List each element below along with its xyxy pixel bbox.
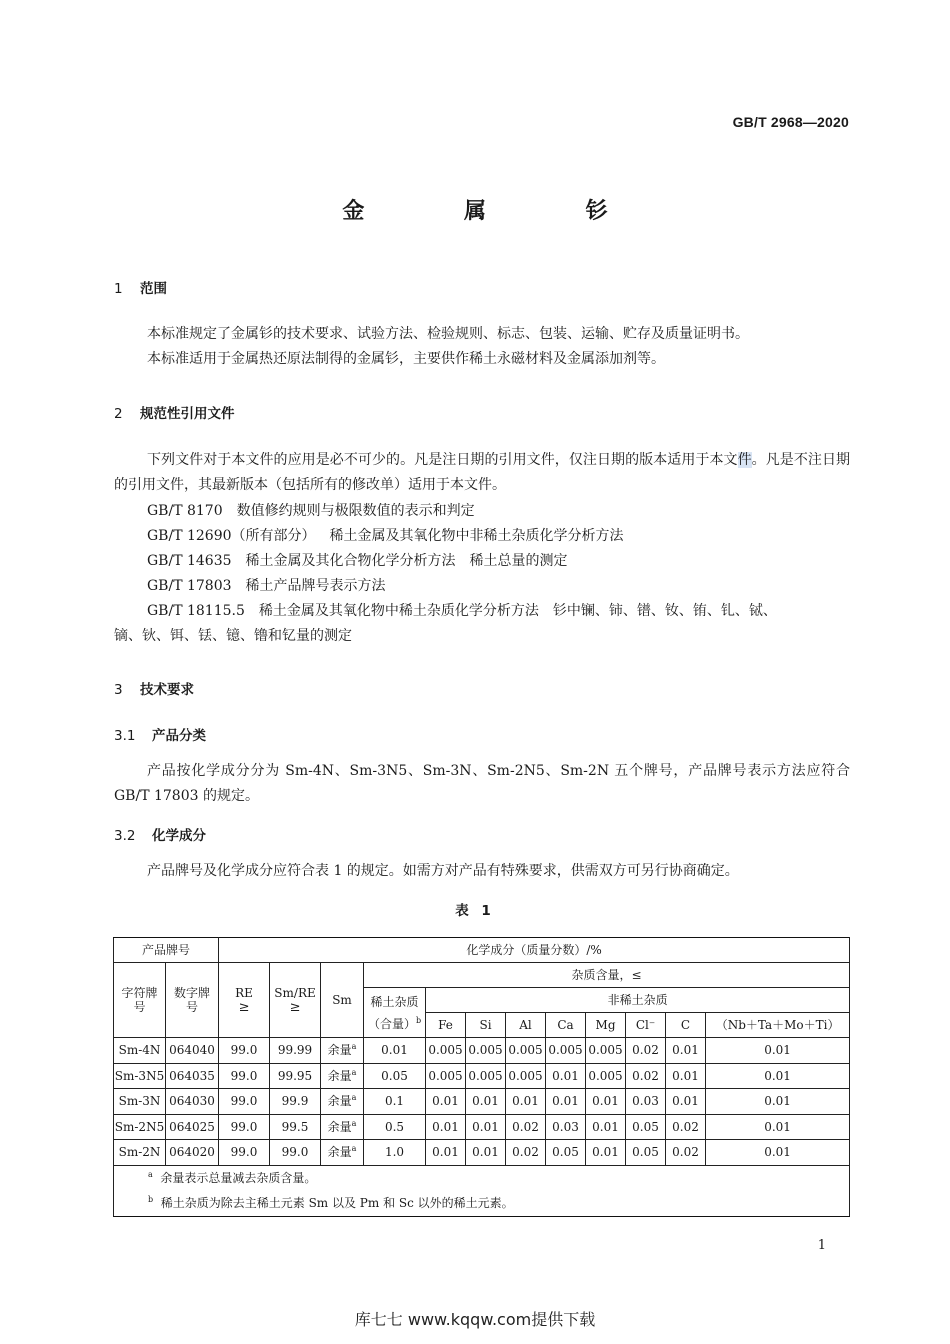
geq-symbol: ≥ bbox=[289, 999, 301, 1015]
re-impurity-sum: （合量） bbox=[367, 1016, 416, 1031]
footnote-a-mark: a bbox=[351, 1042, 357, 1052]
cell bbox=[321, 1114, 364, 1140]
reference-item-5: GB/T 18115.5 稀土金属及其氧化物中稀土杂质化学分析方法 钐中镧、铈、镨、钕、铕、钆、铽、 bbox=[147, 603, 777, 619]
cell: 0.005 bbox=[586, 1063, 626, 1089]
cell: 0.005 bbox=[426, 1063, 466, 1089]
cell bbox=[321, 1038, 364, 1064]
footnote-b-mark: b bbox=[415, 1015, 422, 1025]
reference-title: 稀土产品牌号表示方法 bbox=[245, 578, 386, 594]
balance-text: 余量 bbox=[327, 1068, 352, 1083]
cell: 0.01 bbox=[506, 1089, 546, 1115]
geq-symbol: ≥ bbox=[238, 999, 250, 1015]
cell: 0.05 bbox=[364, 1063, 426, 1089]
re-impurity-label: 稀土杂质 bbox=[370, 994, 419, 1009]
subsection-3-1-heading bbox=[114, 724, 206, 744]
reference-title: 稀土金属及其化合物化学分析方法 稀土总量的测定 bbox=[245, 553, 568, 569]
header-ca: Ca bbox=[546, 1013, 586, 1038]
footnote-a-mark: a bbox=[351, 1118, 357, 1128]
table-title: 表 1 bbox=[455, 903, 495, 919]
section-title: 规范性引用文件 bbox=[140, 406, 235, 422]
balance-text: 余量 bbox=[327, 1119, 352, 1134]
header-non-re-impurity: 非稀土杂质 bbox=[426, 988, 850, 1013]
note-b-text: 稀土杂质为除去主稀土元素 Sm 以及 Pm 和 Sc 以外的稀土元素。 bbox=[160, 1195, 514, 1210]
cell: 0.01 bbox=[706, 1038, 850, 1064]
cell: 0.02 bbox=[666, 1140, 706, 1166]
cell: 0.01 bbox=[426, 1114, 466, 1140]
cell: 0.5 bbox=[364, 1114, 426, 1140]
composition-paragraph: 产品牌号及化学成分应符合表 1 的规定。如需方对产品有特殊要求，供需双方可另行协商确定。 bbox=[147, 863, 739, 879]
page-number: 1 bbox=[817, 1238, 826, 1253]
reference-item bbox=[147, 525, 624, 545]
cell bbox=[321, 1089, 364, 1115]
header-cl: Cl⁻ bbox=[626, 1013, 666, 1038]
cell: 0.01 bbox=[706, 1063, 850, 1089]
table-row bbox=[114, 1038, 850, 1064]
header-re-impurity bbox=[364, 988, 426, 1038]
section-number: 2 bbox=[114, 406, 123, 422]
section-number: 3 bbox=[114, 682, 123, 698]
document-title: 金 属 钐 bbox=[342, 199, 654, 224]
footnote-a-mark: a bbox=[148, 1169, 153, 1179]
cell: Sm-3N5 bbox=[114, 1063, 166, 1089]
cell: 0.02 bbox=[626, 1063, 666, 1089]
cell: 99.5 bbox=[270, 1114, 321, 1140]
section-number: 1 bbox=[114, 281, 123, 297]
cell: 0.02 bbox=[626, 1038, 666, 1064]
reference-item-5-continued: 镝、钬、铒、铥、镱、镥和钇量的测定 bbox=[114, 628, 352, 644]
cell: 0.01 bbox=[466, 1140, 506, 1166]
reference-code: GB/T 8170 bbox=[147, 503, 223, 519]
section-2-heading bbox=[114, 402, 235, 422]
cell: 0.01 bbox=[666, 1089, 706, 1115]
header-sm: Sm bbox=[321, 963, 364, 1038]
footnote-a-mark: a bbox=[351, 1093, 357, 1103]
reference-item bbox=[147, 575, 386, 595]
note-a-text: 余量表示总量减去杂质含量。 bbox=[160, 1170, 317, 1185]
header-re bbox=[219, 963, 270, 1038]
reference-item bbox=[147, 550, 568, 570]
scope-paragraph-1: 本标准规定了金属钐的技术要求、试验方法、检验规则、标志、包装、运输、贮存及质量证明书。 bbox=[147, 326, 749, 342]
standard-code: GB/T 2968—2020 bbox=[732, 114, 849, 130]
cell: 0.02 bbox=[506, 1140, 546, 1166]
cell: 0.01 bbox=[586, 1089, 626, 1115]
cell: 0.005 bbox=[466, 1038, 506, 1064]
header-digit-grade: 数字牌号 bbox=[166, 963, 219, 1038]
section-title: 范围 bbox=[140, 281, 167, 297]
cell: 064025 bbox=[166, 1114, 219, 1140]
header-mg: Mg bbox=[586, 1013, 626, 1038]
cell: 0.03 bbox=[626, 1089, 666, 1115]
cell: 0.01 bbox=[466, 1114, 506, 1140]
header-fe: Fe bbox=[426, 1013, 466, 1038]
cell: 0.01 bbox=[546, 1089, 586, 1115]
cell: 99.0 bbox=[219, 1089, 270, 1115]
section-title: 化学成分 bbox=[152, 828, 206, 844]
cell: 0.1 bbox=[364, 1089, 426, 1115]
reference-title: 稀土金属及其氧化物中非稀土杂质化学分析方法 bbox=[329, 528, 624, 544]
cell: 0.005 bbox=[426, 1038, 466, 1064]
cell: 0.01 bbox=[666, 1038, 706, 1064]
cell: 0.05 bbox=[626, 1140, 666, 1166]
composition-table bbox=[113, 937, 850, 1217]
cell: Sm-2N5 bbox=[114, 1114, 166, 1140]
cell: 0.01 bbox=[586, 1114, 626, 1140]
cell: 0.01 bbox=[546, 1063, 586, 1089]
header-c: C bbox=[666, 1013, 706, 1038]
cell: 0.01 bbox=[466, 1089, 506, 1115]
reference-item bbox=[147, 500, 475, 520]
cell: 0.05 bbox=[546, 1140, 586, 1166]
cell: 0.01 bbox=[426, 1089, 466, 1115]
header-impurity: 杂质含量，≤ bbox=[364, 963, 850, 988]
cell: 0.005 bbox=[466, 1063, 506, 1089]
table-row bbox=[114, 1063, 850, 1089]
cell: 0.01 bbox=[706, 1089, 850, 1115]
intro-line-2: 。凡是不注日期的引用文件，其最新版本（包括所有的修改单）适用于本文件。 bbox=[114, 452, 851, 493]
cell: 99.99 bbox=[270, 1038, 321, 1064]
download-footer: 库七七 www.kqqw.com提供下载 bbox=[354, 1310, 596, 1329]
references-intro bbox=[114, 448, 850, 498]
header-chemical-composition: 化学成分（质量分数）/% bbox=[219, 938, 850, 963]
cell: 99.0 bbox=[219, 1114, 270, 1140]
cell: Sm-3N bbox=[114, 1089, 166, 1115]
intro-line-1: 下列文件对于本文件的应用是必不可少的。凡是注日期的引用文件，仅注日期的版本适用于本文 bbox=[147, 452, 738, 468]
header-char-grade: 字符牌号 bbox=[114, 963, 166, 1038]
cell: 99.0 bbox=[219, 1038, 270, 1064]
cell: 0.01 bbox=[706, 1114, 850, 1140]
cell: 0.01 bbox=[666, 1063, 706, 1089]
header-si: Si bbox=[466, 1013, 506, 1038]
cell: 0.005 bbox=[586, 1038, 626, 1064]
cell: 0.05 bbox=[626, 1114, 666, 1140]
cell: 064040 bbox=[166, 1038, 219, 1064]
balance-text: 余量 bbox=[327, 1043, 352, 1058]
cell: Sm-4N bbox=[114, 1038, 166, 1064]
cell: 0.005 bbox=[506, 1063, 546, 1089]
reference-code: GB/T 14635 bbox=[147, 553, 232, 569]
section-number: 3.2 bbox=[114, 828, 136, 844]
cell: 0.01 bbox=[706, 1140, 850, 1166]
cell: 0.005 bbox=[506, 1038, 546, 1064]
scope-paragraph-2: 本标准适用于金属热还原法制得的金属钐，主要供作稀土永磁材料及金属添加剂等。 bbox=[147, 351, 665, 367]
cell: 99.95 bbox=[270, 1063, 321, 1089]
highlighted-text: 件 bbox=[737, 452, 752, 468]
section-number: 3.1 bbox=[114, 728, 136, 744]
reference-code: GB/T 12690（所有部分） bbox=[147, 528, 316, 544]
cell: 0.01 bbox=[364, 1038, 426, 1064]
cell: 99.0 bbox=[219, 1140, 270, 1166]
cell: 064020 bbox=[166, 1140, 219, 1166]
subsection-3-2-heading bbox=[114, 824, 206, 844]
cell: 0.03 bbox=[546, 1114, 586, 1140]
table-notes bbox=[114, 1165, 850, 1216]
cell bbox=[321, 1140, 364, 1166]
header-sm-re bbox=[270, 963, 321, 1038]
cell: 99.0 bbox=[270, 1140, 321, 1166]
section-title: 产品分类 bbox=[152, 728, 206, 744]
reference-code: GB/T 17803 bbox=[147, 578, 232, 594]
header-product-grade: 产品牌号 bbox=[114, 938, 219, 963]
table-row bbox=[114, 1089, 850, 1115]
cell: 0.005 bbox=[546, 1038, 586, 1064]
cell: 0.01 bbox=[426, 1140, 466, 1166]
section-1-heading bbox=[114, 277, 167, 297]
cell: 0.01 bbox=[586, 1140, 626, 1166]
cell: 0.02 bbox=[506, 1114, 546, 1140]
footnote-b-mark: b bbox=[148, 1194, 154, 1204]
note-a bbox=[148, 1166, 849, 1191]
table-row bbox=[114, 1140, 850, 1166]
cell: 0.02 bbox=[666, 1114, 706, 1140]
note-b bbox=[148, 1191, 849, 1216]
cell: 99.0 bbox=[219, 1063, 270, 1089]
classification-paragraph: 产品按化学成分分为 Sm-4N、Sm-3N5、Sm-3N、Sm-2N5、Sm-2N 五个牌号，产品牌号表示方法应符合 GB/T 17803 的规定。 bbox=[114, 763, 850, 804]
table-row bbox=[114, 1114, 850, 1140]
header-nb-ta-mo-ti: （Nb＋Ta＋Mo＋Ti） bbox=[706, 1013, 850, 1038]
footnote-a-mark: a bbox=[351, 1144, 357, 1154]
cell: Sm-2N bbox=[114, 1140, 166, 1166]
footnote-a-mark: a bbox=[351, 1067, 357, 1077]
balance-text: 余量 bbox=[327, 1145, 352, 1160]
section-title: 技术要求 bbox=[140, 682, 194, 698]
section-3-heading bbox=[114, 678, 194, 698]
cell: 064035 bbox=[166, 1063, 219, 1089]
sm-re-label: Sm/RE bbox=[274, 985, 316, 1000]
reference-title: 数值修约规则与极限数值的表示和判定 bbox=[236, 503, 475, 519]
cell: 064030 bbox=[166, 1089, 219, 1115]
balance-text: 余量 bbox=[327, 1094, 352, 1109]
header-al: Al bbox=[506, 1013, 546, 1038]
cell: 1.0 bbox=[364, 1140, 426, 1166]
cell bbox=[321, 1063, 364, 1089]
cell: 99.9 bbox=[270, 1089, 321, 1115]
re-label: RE bbox=[235, 985, 253, 1000]
